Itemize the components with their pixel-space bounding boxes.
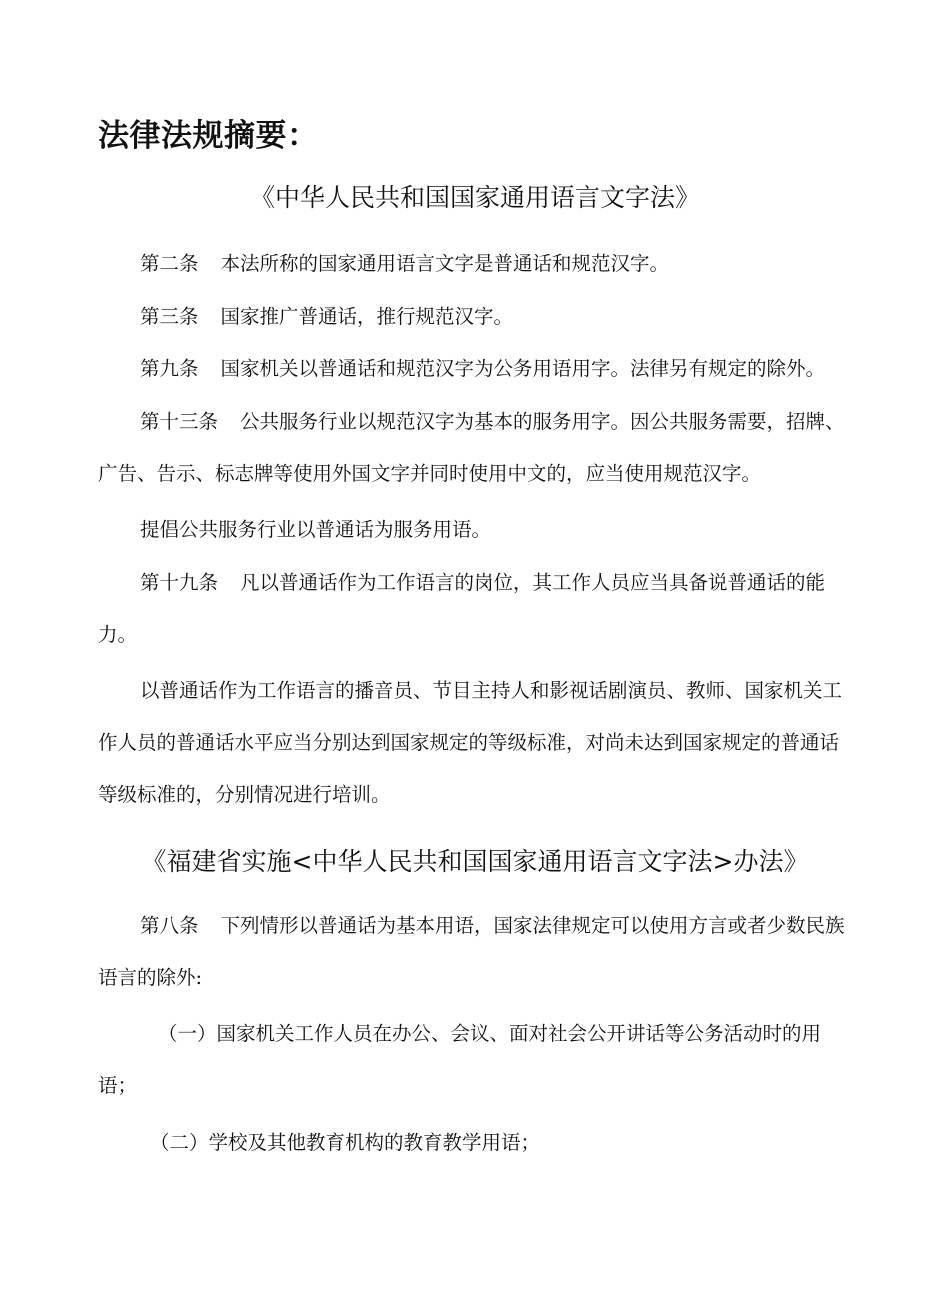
article-number: 第二条	[140, 252, 199, 275]
law1-article-13-continued	[98, 504, 858, 556]
article-text: 以普通话作为工作语言的播音员、节目主持人和影视话剧演员、教师、国家机关工作人员的普通话水平应当分别达到国家规定的等级标准，对尚未达到国家规定的普通话等级标准的，分别情况进行培训。	[98, 679, 843, 806]
article-text: 国家机关以普通话和规范汉字为公务用语用字。法律另有规定的除外。	[220, 357, 826, 380]
law1-article-2	[98, 238, 858, 290]
law2-article-8	[98, 900, 858, 1004]
article-number: 第八条	[140, 914, 199, 937]
article-text: 提倡公共服务行业以普通话为服务用语。	[140, 518, 492, 541]
article-number: 第十九条	[140, 571, 219, 594]
article-number: 第十三条	[140, 410, 219, 433]
law2-title: 《福建省实施<中华人民共和国国家通用语言文字法>办法》	[141, 847, 809, 876]
item-text: （一）国家机关工作人员在办公、会议、面对社会公开讲话等公务活动时的用语；	[98, 1022, 822, 1097]
law1-article-9	[98, 343, 878, 395]
article-text: 国家推广普通话，推行规范汉字。	[220, 305, 514, 328]
item-text: （二）学校及其他教育机构的教育教学用语；	[150, 1131, 541, 1154]
article-number: 第九条	[140, 357, 199, 380]
law1-article-19	[98, 557, 858, 661]
article-text: 本法所称的国家通用语言文字是普通话和规范汉字。	[220, 252, 670, 275]
law2-item-1	[98, 1008, 858, 1112]
article-text: 凡以普通话作为工作语言的岗位，其工作人员应当具备说普通话的能力。	[98, 571, 826, 646]
article-text: 公共服务行业以规范汉字为基本的服务用字。因公共服务需要，招牌、广告、告示、标志牌等使用外国文字并同时使用中文的，应当使用规范汉字。	[98, 410, 845, 485]
law1-article-19-continued	[98, 665, 858, 821]
law1-title: 《中华人民共和国国家通用语言文字法》	[249, 183, 700, 212]
page-heading: 法律法规摘要：	[98, 118, 319, 154]
law1-article-3	[98, 291, 858, 343]
article-number: 第三条	[140, 305, 199, 328]
law1-article-13	[98, 396, 858, 500]
law2-item-2	[98, 1117, 858, 1169]
article-text: 下列情形以普通话为基本用语，国家法律规定可以使用方言或者少数民族语言的除外:	[98, 914, 845, 989]
